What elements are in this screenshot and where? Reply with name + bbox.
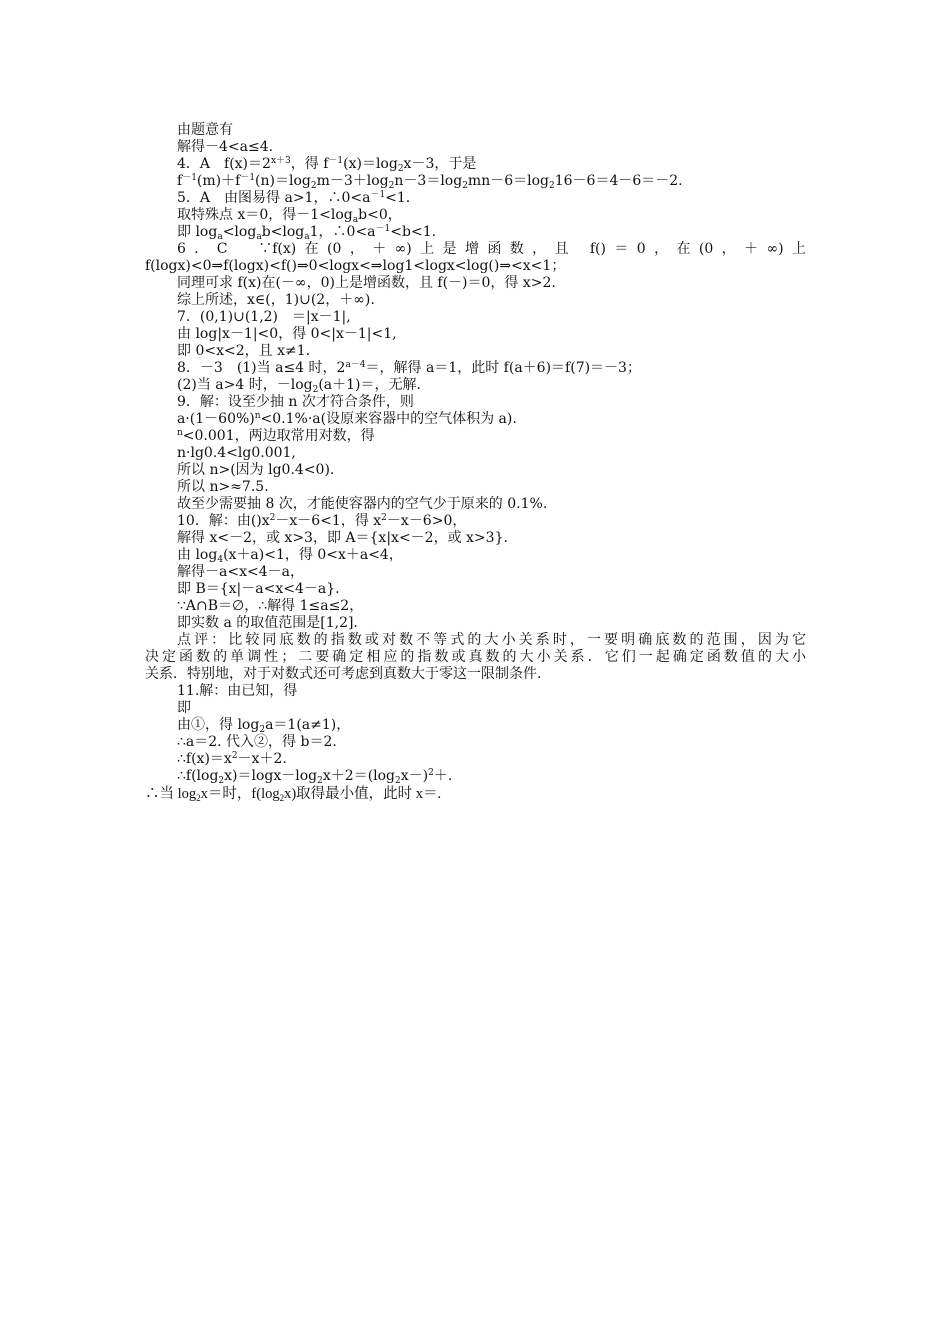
- text-line: $f^{-1}(m)+f^{-1}(n)=\log_2m-3+\log_2n-3=\log_2mn-6=\log_216-6=4-6=-2$.: [177, 173, 683, 191]
- text-line: 即 B＝{x|－a<x<4－a}.: [177, 581, 340, 597]
- text-line: 由 log|x－1|<0，得 0<|x－1|<1,: [177, 326, 397, 342]
- text-line: 6．C ∵f(x)在(0，＋∞)上是增函数，且 f()＝0，在(0，＋∞)上: [177, 241, 806, 257]
- text-line: $\therefore f(\log_2x)=\log x-\log_2x+2=(\log_2x-)^2+$.: [177, 768, 453, 786]
- text-line: n·lg0.4<lg0.001,: [177, 445, 296, 461]
- text-line: 由 $\log_4(x+a)<1$，得 0<x＋a<4，: [177, 547, 403, 565]
- text-line: 综上所述，x∈(，1)∪(2，＋∞).: [177, 292, 375, 308]
- text-line: 所以 n>(因为 lg0.4<0).: [177, 462, 335, 478]
- text-line: 解得－4<a≤4.: [177, 139, 274, 155]
- text-line: 点评：比较同底数的指数或对数不等式的大小关系时，一要明确底数的范围，因为它: [177, 632, 806, 648]
- text-line: 10．解：由$()x^2-x-6<1$，得 $x^2-x-6>0$，: [177, 513, 467, 529]
- text-line: 即实数 a 的取值范围是[1,2].: [177, 615, 358, 631]
- text-line: 即 $\log_a<\log_ab<\log_a1$，$\therefore 0<a^{-1}<b<1$.: [177, 224, 437, 242]
- text-line: 所以 n>≈7.5.: [177, 479, 269, 495]
- text-line: 4．A $f(x)=2^{x+3}$，得 $f^{-1}(x)=\log_2x-3$，于是: [177, 156, 477, 174]
- text-line: 5．A 由图易得 a>1，$\therefore 0<a^{-1}<1$.: [177, 190, 411, 206]
- text-line: 故至少需要抽 8 次，才能使容器内的空气少于原来的 0.1%.: [177, 496, 548, 512]
- text-line: 解得－a<x<4－a，: [177, 564, 304, 580]
- text-line: 同理可求 f(x)在(－∞，0)上是增函数，且 f(－)＝0，得 x>2.: [177, 275, 556, 291]
- text-line: 8．－3 (1)当 a≤4 时，$2^{a-4}=$，解得 a＝1，此时 f(a＋6)＝f(7)＝－3；: [177, 360, 641, 376]
- text-line: 由①，得 $\log_2a=1(a\ne 1)$，: [177, 717, 351, 735]
- text-line: 9．解：设至少抽 n 次才符合条件，则: [177, 394, 414, 410]
- text-line: $a\cdot(1-60\%)^n<0.1\%\cdot a$(设原来容器中的空气体积为 a).: [177, 411, 517, 427]
- text-line: 7．(0,1)∪(1,2) ＝|x－1|,: [177, 309, 351, 325]
- text-line: 关系．特别地，对于对数式还可考虑到真数大于零这一限制条件.: [145, 666, 542, 682]
- text-line: 由题意有: [177, 122, 233, 138]
- text-line: $^n$<0.001，两边取常用对数，得: [177, 428, 375, 444]
- text-line: (2)当 a>4 时，$-\log_2(a+1)=$，无解.: [177, 377, 421, 395]
- text-line: 即 0<x<2，且 x≠1.: [177, 343, 311, 359]
- text-line: 解得 x<－2，或 x>3，即 A＝{x|x<－2，或 x>3}.: [177, 530, 508, 546]
- text-line: 11.解：由已知，得: [177, 683, 298, 699]
- text-line: 取特殊点 x＝0，得$-1<\log_ab<0$，: [177, 207, 402, 225]
- text-line: 即: [177, 700, 191, 716]
- text-line: 决定函数的单调性；二要确定相应的指数或真数的大小关系．它们一起确定函数值的大小: [145, 649, 806, 665]
- text-line: $\therefore f(x)=x^2-x+2$.: [177, 751, 287, 767]
- text-line: ∴a＝2. 代入②，得 b＝2.: [177, 734, 337, 750]
- text-line: f(logx)<0⇒f(logx)<f()⇒0<logx<⇒log1<logx<log()⇒<x<1；: [145, 258, 566, 274]
- text-line: ∴当 $\log_2x=$时，$f(\log_2x)$取得最小值，此时 x＝.: [145, 786, 442, 803]
- text-line: ∵A∩B＝∅，∴解得 1≤a≤2，: [177, 598, 364, 614]
